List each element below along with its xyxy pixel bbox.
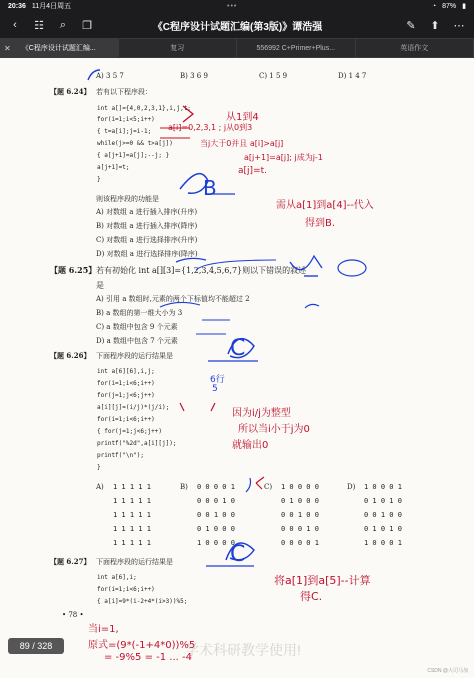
pdf-page[interactable] (0, 58, 474, 678)
matrix-row: 0 0 0 0 1 (197, 483, 235, 491)
matrix-row: 1 0 0 0 0 (281, 483, 319, 491)
annotation-rows: 6行 (210, 375, 225, 385)
matrix-row: 1 0 0 0 0 (197, 539, 235, 547)
matrix-row: 0 1 0 0 0 (197, 525, 235, 533)
search-icon[interactable]: ⌕ (59, 18, 67, 31)
more-icon[interactable]: ⋯ (453, 19, 465, 32)
option-b: B) 3 6 9 (180, 72, 208, 80)
matrix-row: 0 0 0 0 1 (281, 539, 319, 547)
option-a: A) 3 5 7 (96, 72, 124, 80)
tab-c-exam[interactable] (0, 39, 119, 57)
matrix-row: 1 1 1 1 1 (113, 483, 151, 491)
status-time: 20:36 (8, 2, 26, 10)
matrix-row: 0 0 1 0 0 (197, 511, 235, 519)
annotation-note: 得C. (300, 590, 323, 603)
code-line: } (97, 176, 101, 183)
tab-label: 英语作文 (400, 45, 429, 52)
annotation-note: 需从a[1]到a[4]--代入 (276, 200, 374, 211)
matrix-row: 0 0 0 1 0 (281, 525, 319, 533)
question-stem: 下面程序段的运行结果是 (96, 558, 173, 566)
annotation-calc: 原式=(9*(-1+4*0))%5 (88, 640, 196, 651)
annotation-divide: 因为i/j为整型 (232, 408, 291, 419)
tab-bar (0, 38, 474, 58)
back-icon[interactable]: ‹ (13, 19, 17, 31)
annotation-calc: = -9%5 = -1 ... -4 (104, 652, 192, 663)
question-number: 【题 6.27】 (50, 557, 91, 566)
matrix-row: 0 0 1 0 0 (364, 511, 402, 519)
annotation-divide: 所以当i小于j为0 (238, 424, 310, 435)
option-d: D) 1 4 7 (338, 72, 367, 80)
answer-mark-624: B (203, 176, 217, 200)
multitask-dots[interactable]: ••• (227, 3, 238, 10)
code-line: for(i=1;i<6;i++) (97, 586, 155, 593)
code-line: { a[i]=9*(i-2+4*(i>3))%5; (97, 598, 188, 605)
option-c: C) a 数组中包含 9 个元素 (96, 323, 178, 331)
option-c: C) 1 5 9 (259, 72, 288, 80)
question-number: 【题 6.25】 (50, 265, 97, 275)
question-stem-cont: 是 (96, 281, 104, 290)
matrix-row: 1 1 1 1 1 (113, 525, 151, 533)
page-indicator[interactable]: 89 / 328 (8, 638, 64, 654)
annotation-cols: 5 (212, 384, 218, 394)
tab-english[interactable] (356, 39, 474, 57)
matrix-row: 1 0 0 0 1 (364, 539, 402, 547)
battery-icon: ▮ (462, 3, 466, 10)
code-line: } (97, 464, 101, 471)
page-footer-number: • 78 • (62, 611, 84, 619)
matrix-label-c: C) (264, 483, 273, 491)
battery-percent: 87% (442, 2, 457, 10)
code-line: printf("\n"); (97, 452, 144, 459)
annotation-cond: 当j大于0并且 a[i]>a[j] (200, 139, 284, 148)
code-line: for(i=1;i<6;i++) (97, 380, 155, 387)
grid-icon[interactable]: ☷ (34, 19, 44, 32)
matrix-row: 1 1 1 1 1 (113, 539, 151, 547)
annotation-shift: a[j+1]=a[j]; j成为j-1 (244, 153, 323, 162)
tab-cpp-primer[interactable] (237, 39, 356, 57)
pen-icon[interactable]: ✎ (406, 19, 416, 32)
code-line: int a[6],i; (97, 574, 137, 581)
question-stem: 若有以下程序段： (96, 88, 152, 96)
option-b: B) a 数组的第一维大小为 3 (96, 309, 183, 317)
annotation-note: 得到B. (305, 218, 336, 229)
watermark: 学术科研教学使用! (185, 642, 301, 658)
tab-label: 《C程序设计试题汇编... (21, 45, 96, 52)
option-d: D) 对数组 a 进行选择排序(降序) (96, 250, 198, 258)
matrix-row: 0 1 0 1 0 (364, 525, 402, 533)
code-line: while(j>=0 && t>a[j]) (97, 140, 173, 147)
question-text: 则该程序段的功能是 (96, 195, 159, 203)
option-d: D) a 数组中包含 7 个元素 (96, 337, 178, 345)
matrix-label-a: A) (96, 483, 104, 491)
annotation-calc: 当i=1, (88, 624, 119, 635)
matrix-row: 1 1 1 1 1 (113, 497, 151, 505)
option-b: B) 对数组 a 进行插入排序(降序) (96, 222, 198, 230)
matrix-row: 0 0 1 0 0 (281, 511, 319, 519)
bookmark-icon[interactable]: ❐ (82, 19, 92, 32)
option-c: C) 对数组 a 进行选择排序(升序) (96, 236, 198, 244)
code-line: int a[]={4,0,2,3,1},i,j,t; (97, 105, 191, 112)
code-line: printf("%2d",a[i][j]); (97, 440, 177, 447)
code-line: { a[j+1]=a[j];--j; } (97, 152, 170, 159)
question-stem: 若有初始化 int a[][3]={1,2,3,4,5,6,7}则以下错误的叙述 (96, 266, 307, 275)
close-icon[interactable]: ✕ (4, 43, 11, 53)
code-line: int a[6][6],i,j; (97, 368, 155, 375)
handwriting-layer (0, 58, 474, 678)
code-line: for(i=1;i<6;i++) (97, 416, 155, 423)
matrix-row: 0 1 0 0 0 (281, 497, 319, 505)
document-title: 《C程序设计试题汇编(第3版)》谭浩强 (152, 21, 323, 33)
code-line: for(j=1;j<6;j++) (97, 392, 155, 399)
annotation-divide: 就输出0 (232, 440, 269, 451)
tab-label: 复习 (170, 45, 185, 52)
tab-review[interactable] (119, 39, 238, 57)
question-number: 【题 6.24】 (50, 87, 91, 96)
tab-label: 556992 C+Primer+Plus... (256, 44, 336, 52)
status-date: 11月4日周五 (31, 3, 72, 10)
code-line: a[i][j]=(i/j)*(j/i); (97, 404, 170, 411)
matrix-label-d: D) (347, 483, 356, 491)
code-line: { for(j=1;j<6;j++) (97, 428, 163, 435)
matrix-row: 1 0 0 0 1 (364, 483, 402, 491)
wifi-icon: ◔ (431, 2, 437, 10)
matrix-row: 0 1 0 1 0 (364, 497, 402, 505)
matrix-row: 0 0 0 1 0 (197, 497, 235, 505)
annotation-assign: a[j]=t. (238, 166, 267, 176)
share-icon[interactable]: ⬆ (430, 19, 440, 32)
annotation-vals: a[i]=0,2,3,1 ; j从0到3 (168, 123, 253, 132)
annotation-note: 将a[1]到a[5]--计算 (274, 574, 371, 587)
code-line: { t=a[i];j=i-1; (97, 128, 152, 135)
matrix-label-b: B) (180, 483, 188, 491)
code-line: a[j+1]=t; (97, 164, 130, 171)
annotation-loop: 从1到4 (226, 112, 259, 123)
question-number: 【题 6.26】 (50, 351, 91, 360)
title-bar (0, 12, 474, 38)
matrix-row: 1 1 1 1 1 (113, 511, 151, 519)
source-note: CSDN @大司马加 (427, 668, 468, 674)
answer-mark-626: C (230, 336, 246, 361)
answer-mark-627: C (230, 542, 246, 567)
option-a: A) 对数组 a 进行插入排序(升序) (96, 208, 198, 216)
code-line: for(i=1;i<5;i++) (97, 116, 155, 123)
question-stem: 下面程序段的运行结果是 (96, 352, 173, 360)
option-a: A) 引用 a 数组时,元素的两个下标值均不能超过 2 (96, 295, 250, 303)
